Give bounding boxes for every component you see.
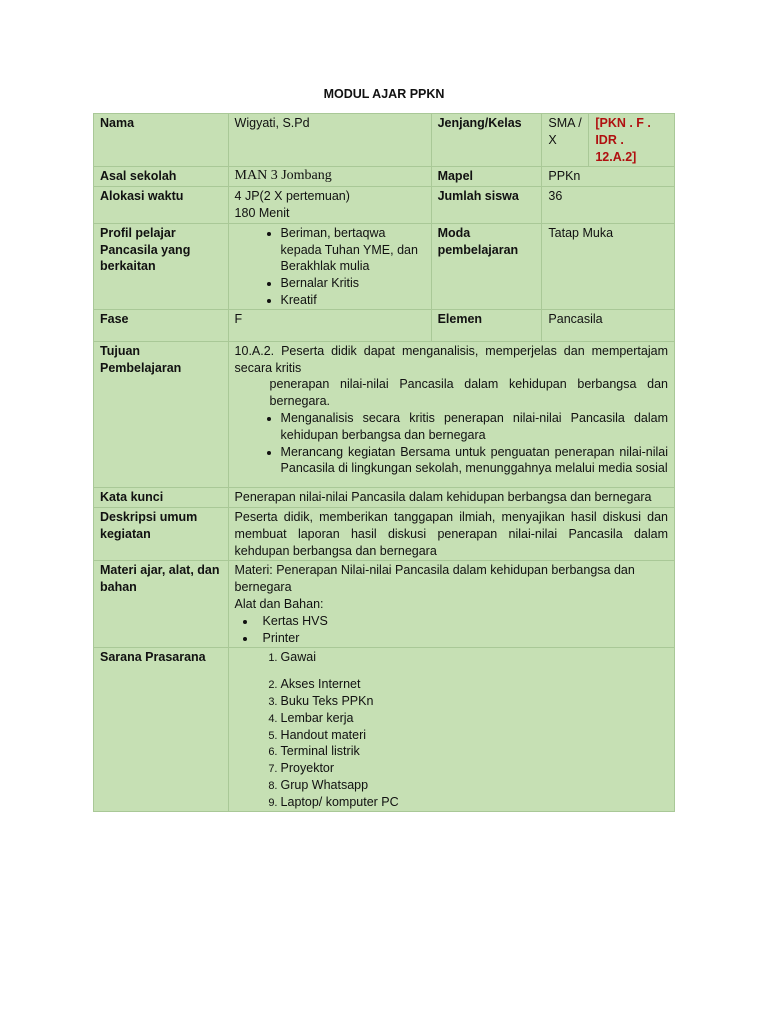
sarana-item: 1. Gawai [281,649,668,666]
label-profil: Profil pelajar Pancasila yang berkaitan [94,223,229,309]
module-table [93,113,675,812]
document-title: MODUL AJAR PPKN [323,87,445,101]
value-jenjang: SMA / X [542,114,589,167]
tujuan-item: • Merancang kegiatan Bersama untuk penguatan penerapan nilai-nilai Pancasila di lingkungan sekolah, menunggahnya melalui media sosial [281,444,668,478]
label-asal-sekolah: Asal sekolah [94,167,229,187]
label-deskripsi: Deskripsi umum kegiatan [94,507,229,560]
module-code: [PKN . F . IDR . 12.A.2] [589,114,675,167]
label-jumlah-siswa: Jumlah siswa [431,187,542,224]
value-asal-sekolah: MAN 3 Jombang [228,167,431,187]
value-mapel: PPKn [542,167,675,187]
materi-text: Materi: Penerapan Nilai-nilai Pancasila dalam kehidupan berbangsa dan bernegara [234,563,635,595]
label-alokasi: Alokasi waktu [94,187,229,224]
label-materi: Materi ajar, alat, dan bahan [94,561,229,648]
alat-item: • Kertas HVS [257,613,668,630]
value-deskripsi: Peserta didik, memberikan tanggapan ilmiah, menyajikan hasil diskusi dan membuat laporan hasil diskusi penerapan nilai-nilai Pancasila dalam kehdupan berbangsa dan bernegara [228,507,674,560]
row-materi [94,561,675,648]
value-alokasi [228,187,431,224]
row-profil [94,223,675,309]
sarana-item: 7. Proyektor [281,760,668,777]
row-asal-sekolah [94,167,675,187]
label-kata-kunci: Kata kunci [94,488,229,508]
row-tujuan [94,341,675,487]
sarana-item: 2. Akses Internet [281,676,668,693]
label-elemen: Elemen [431,309,542,341]
tujuan-para-1: 10.A.2. Peserta didik dapat menganalisis, memperjelas dan mempertajam secara kritis [234,343,668,375]
value-moda: Tatap Muka [542,223,675,309]
row-sarana [94,648,675,812]
value-kata-kunci: Penerapan nilai-nilai Pancasila dalam kehidupan berbangsa dan bernegara [228,488,674,508]
row-fase [94,309,675,341]
sarana-item: 6. Terminal listrik [281,743,668,760]
alokasi-line-1: 4 JP(2 X pertemuan) [234,189,350,204]
label-nama: Nama [94,114,229,167]
label-tujuan: Tujuan Pembelajaran [94,341,229,487]
sarana-item: 5. Handout materi [281,727,668,744]
value-profil [228,223,431,309]
label-sarana: Sarana Prasarana [94,648,229,812]
tujuan-item: • Menganalisis secara kritis penerapan nilai-nilai Pancasila dalam kehidupan berbangsa dan bernegara [281,410,668,444]
sarana-item: 9. Laptop/ komputer PC [281,794,668,811]
alokasi-line-2: 180 Menit [234,205,290,220]
alat-item: • Printer [257,630,668,647]
value-elemen: Pancasila [542,309,675,341]
value-fase: F [228,309,431,341]
row-nama [94,114,675,167]
label-fase: Fase [94,309,229,341]
value-materi [228,561,674,648]
sarana-item: 3. Buku Teks PPKn [281,693,668,710]
profil-item: • Beriman, bertaqwa kepada Tuhan YME, dan Berakhlak mulia [281,225,425,275]
tujuan-para-2: penerapan nilai-nilai Pancasila dalam kehidupan berbangsa dan bernegara. [269,377,668,409]
alat-label: Alat dan Bahan: [234,596,324,611]
label-mapel: Mapel [431,167,542,187]
value-jumlah-siswa: 36 [542,187,675,224]
row-alokasi [94,187,675,224]
value-sarana [228,648,674,812]
sarana-item: 4. Lembar kerja [281,710,668,727]
profil-item: • Kreatif [281,292,425,309]
sarana-item: 8. Grup Whatsapp [281,777,668,794]
row-deskripsi [94,507,675,560]
row-kata-kunci [94,488,675,508]
value-tujuan [228,341,674,487]
label-jenjang: Jenjang/Kelas [431,114,542,167]
profil-item: • Bernalar Kritis [281,275,425,292]
value-nama: Wigyati, S.Pd [228,114,431,167]
label-moda: Moda pembelajaran [431,223,542,309]
